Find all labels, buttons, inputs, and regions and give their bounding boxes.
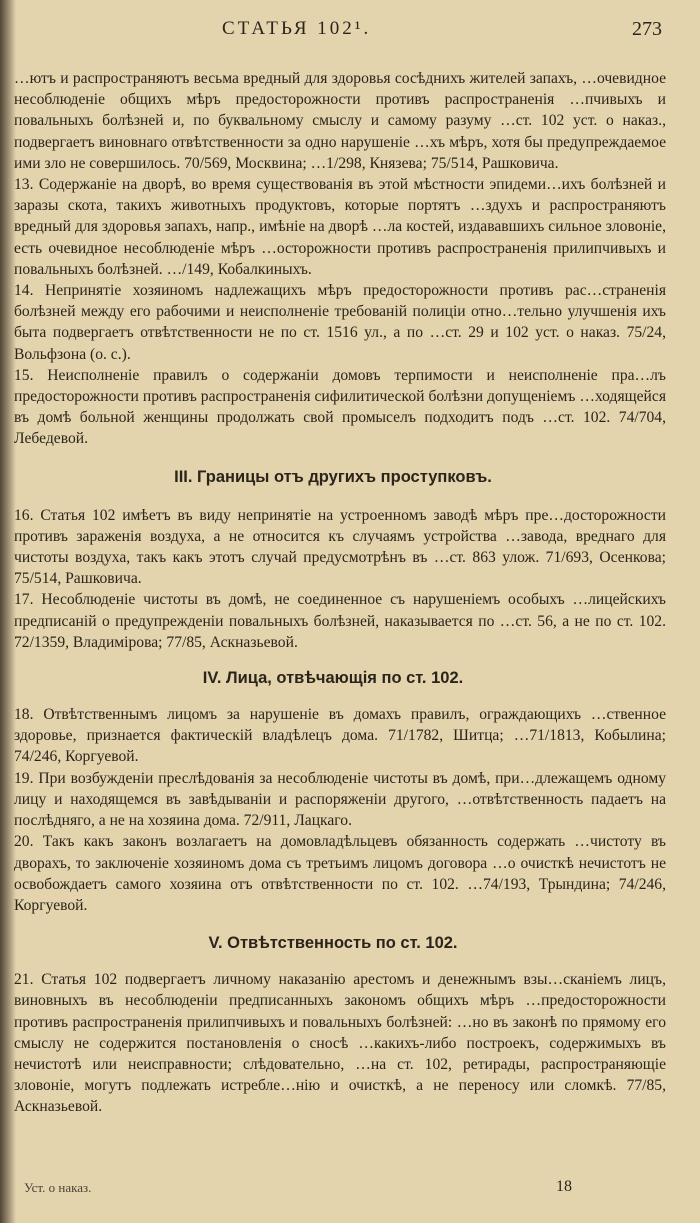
- section-heading: IV. Лица, отвѣчающія по ст. 102.: [202, 669, 464, 688]
- paragraph: 20. Такъ какъ законъ возлагаетъ на домовладѣльцевъ обязанность содержать …чистоту въ дворахъ, то заключеніе хозяиномъ дома съ третьимъ лицомъ договора …о очисткѣ нечистотъ не освобождаетъ самого хозяина отъ отвѣтственности по ст. 102. …74/193, Трындина; 74/246, Коргуевой.: [14, 833, 666, 914]
- paragraph: 14. Непринятіе хозяиномъ надлежащихъ мѣръ предосторожности противъ рас…страненія болѣзней между его рабочими и неисполненіе требованій полиціи отно…тельно улучшенія ихъ быта подвергаетъ отвѣтственности не по ст. 1516 ул., а по …ст. 29 и 102 уст. о наказ. 75/24, Вольфзона (о. с.).: [14, 282, 666, 363]
- paragraph: 19. При возбужденіи преслѣдованія за несоблюденіе чистоты въ домѣ, при…длежащемъ одному лицу и находящемся въ завѣдываніи и распоряженіи другого, …отвѣтственность падаетъ на послѣдняго, а не на хозяина дома. 72/911, Лацкаго.: [14, 769, 666, 830]
- section-heading: III. Границы отъ другихъ проступковъ.: [174, 467, 492, 486]
- page-footer: [0, 1180, 700, 1200]
- sheet-number: 18: [556, 1178, 572, 1195]
- paragraph: 18. Отвѣтственнымъ лицомъ за нарушеніе въ домахъ правилъ, ограждающихъ …ственное здоровье, признается фактическій владѣлецъ дома. 71/1782, Шитца; …71/1813, Кобылина; 74/246, Коргуевой.: [14, 706, 666, 766]
- paragraph: 21. Статья 102 подвергаетъ личному наказанію арестомъ и денежнымъ взы…сканіемъ лицъ, виновныхъ въ несоблюденіи предписанныхъ закономъ общихъ мѣръ …предосторожности противъ распространенія прилипчивыхъ и повальныхъ болѣзней: …но въ законѣ по прямому его смыслу не содержится постановленія о сносѣ …какихъ-либо построекъ, содержимыхъ въ нечистотѣ или неисправности; слѣдовательно, …на ст. 102, ретирады, распространяющіе зловоніе, могутъ подлежать истребле…нію и очисткѣ, а не переносу или сломкѣ. 77/85, Аскназьевой.: [14, 971, 666, 1116]
- running-head: СТАТЬЯ 102¹.: [222, 18, 372, 39]
- page-number: 273: [632, 18, 662, 40]
- paragraph: 15. Неисполненіе правилъ о содержаніи домовъ терпимости и неисполненіе пра…лъ предосторожности противъ распространенія сифилитической болѣзни допущеніемъ …ходящейся въ домѣ больной женщины продолжать свой промыселъ подходитъ подъ …ст. 102. 74/704, Лебедевой.: [14, 366, 666, 448]
- page-header: [0, 18, 700, 48]
- signature-mark: Уст. о наказ.: [24, 1180, 92, 1195]
- paragraph: 17. Несоблюденіе чистоты въ домѣ, не соединенное съ нарушеніемъ особыхъ …лицейскихъ предписаній о предупрежденіи повальныхъ болѣзней, наказывается по …ст. 56, а не по ст. 102. 72/1359, Владимірова; 77/85, Аскназьевой.: [14, 591, 666, 651]
- section-heading: V. Отвѣтственность по ст. 102.: [208, 934, 458, 953]
- paragraph: …ютъ и распространяютъ весьма вредный для здоровья сосѣднихъ жителей запахъ, …очевидное несоблюденіе общихъ мѣръ предосторожности противъ распространенія …пчивыхъ и повальныхъ болѣзней и, по буквальному смыслу и самому разуму …ст. 102 уст. о наказ., подвергаетъ виновнаго отвѣтственности за одно нарушеніе …хъ мѣръ, хотя бы предупреждаемое ими зло не совершилось. 70/569, Москвина; …1/298, Князева; 75/514, Рашковича.: [14, 70, 666, 172]
- paragraph: 16. Статья 102 имѣетъ въ виду непринятіе на устроенномъ заводѣ мѣръ пре…досторожности противъ зараженія воздуха, а не относится къ случаямъ устройства …завода, вреднаго для чистоты воздуха, такъ какъ этотъ случай предусмотрѣнъ въ …ст. 863 улож. 71/693, Осенкова; 75/514, Рашковича.: [14, 506, 666, 588]
- page-body: [0, 68, 666, 1118]
- paragraph: 13. Содержаніе на дворѣ, во время существованія въ этой мѣстности эпидеми…ихъ болѣзней и заразы скота, такихъ животныхъ продуктовъ, которые портятъ …здухъ и распространяютъ вредный для здоровья запахъ, напр., имѣніе на дворѣ …ла костей, издававшихъ сильное зловоніе, есть очевидное несоблюденіе мѣръ …осторожности противъ распространенія прилипчивыхъ и повальныхъ болѣзней. …/149, Кобалкиныхъ.: [14, 176, 666, 278]
